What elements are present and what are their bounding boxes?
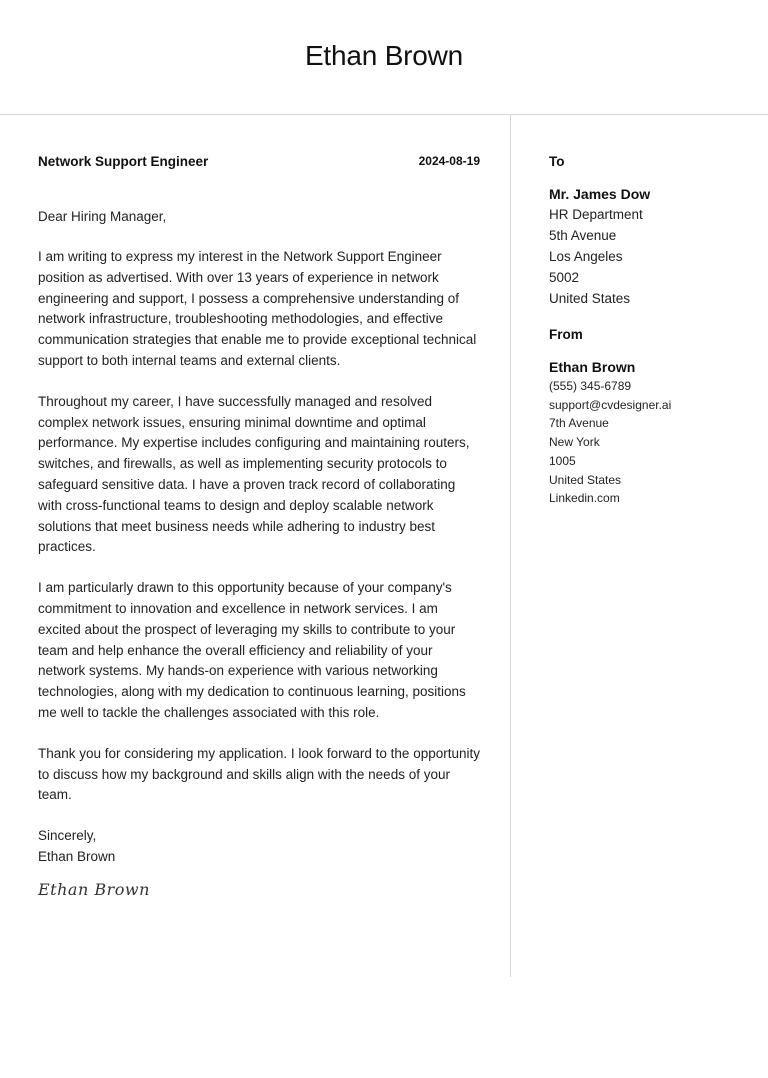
letter-header	[0, 0, 768, 115]
letter-body	[38, 154, 482, 899]
closing-salutation: Sincerely,	[38, 828, 97, 844]
sender-country: United States	[549, 472, 622, 487]
recipient-zip: 5002	[549, 270, 580, 285]
to-heading: To	[549, 154, 565, 169]
sender-city: New York	[549, 435, 600, 450]
recipient-department: HR Department	[549, 207, 643, 222]
paragraph-4: Thank you for considering my application. I look forward to the opportunity to discuss how my background and skills align with the needs of your team.	[38, 745, 480, 803]
handwritten-signature: Ethan Brown	[38, 879, 150, 899]
applicant-name-title: Ethan Brown	[304, 40, 464, 71]
job-row	[38, 154, 482, 174]
recipient-street: 5th Avenue	[549, 228, 617, 243]
paragraph-1: I am writing to express my interest in the Network Support Engineer position as advertised. With over 13 years of experience in network engineering and support, I possess a comprehensive understanding of network infrastructure, troubleshooting methodologies, and effective communication strategies that enable me to provide exceptional technical support to both internal teams and external clients.	[38, 249, 477, 368]
sender-street: 7th Avenue	[549, 416, 609, 431]
paragraph-2: Throughout my career, I have successfully managed and resolved complex network issues, ensuring minimal downtime and optimal performance. My expertise includes configuring and maintaining routers, switches, and firewalls, as well as implementing security protocols to safeguard sensitive data. I have a proven track record of collaborating with cross-functional teams to design and deploy scalable network solutions that meet business needs while adhering to industry best practices.	[38, 393, 470, 555]
sender-name: Ethan Brown	[549, 359, 636, 375]
paragraph-3: I am particularly drawn to this opportunity because of your company's commitment to innovation and excellence in network services. I am excited about the prospect of leveraging my skills to contribute to your team and help enhance the overall efficiency and reliability of your network systems. My hands-on experience with various networking technologies, along with my dedication to continuous learning, positions me well to tackle the challenges associated with this role.	[38, 580, 466, 720]
recipient-name: Mr. James Dow	[549, 186, 651, 202]
recipient-country: United States	[549, 291, 631, 306]
closing-name: Ethan Brown	[38, 848, 116, 864]
recipient-city: Los Angeles	[549, 249, 623, 264]
job-title: Network Support Engineer	[38, 154, 209, 169]
greeting: Dear Hiring Manager,	[38, 209, 167, 224]
from-heading: From	[549, 327, 583, 342]
column-divider	[510, 115, 511, 977]
letter-date: 2024-08-19	[418, 154, 480, 168]
recipient-block	[549, 154, 759, 309]
sender-email: support@cvdesigner.ai	[549, 397, 672, 412]
sender-phone: (555) 345-6789	[549, 379, 632, 393]
sender-block	[549, 327, 759, 508]
address-sidebar	[549, 154, 759, 508]
sender-website: Linkedin.com	[549, 491, 620, 506]
closing-block	[38, 826, 482, 868]
sender-zip: 1005	[549, 453, 576, 468]
